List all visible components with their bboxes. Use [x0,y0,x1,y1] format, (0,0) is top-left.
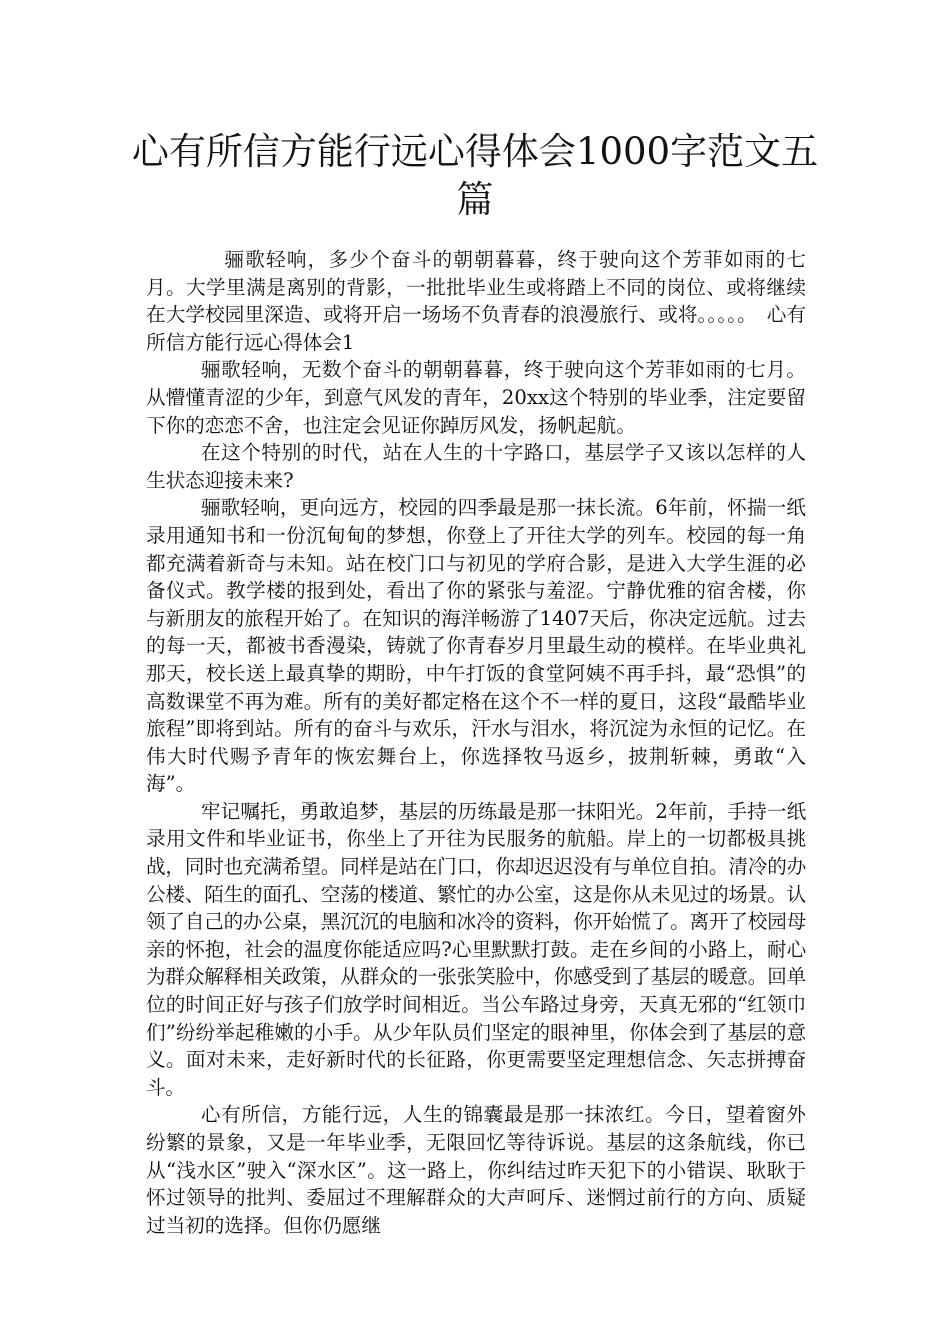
paragraph-2: 骊歌轻响，无数个奋斗的朝朝暮暮，终于驶向这个芳菲如雨的七月。从懵懂青涩的少年，到意气风发的青年，20xx这个特别的毕业季，注定要留下你的恋恋不舍，也注定会见证你踔厉风发，扬帆起航。 [146,358,806,437]
paragraph-4: 骊歌轻响，更向远方，校园的四季最是那一抹长流。6年前，怀揣一纸录用通知书和一份沉甸甸的梦想，你登上了开往大学的列车。校园的每一角都充满着新奇与未知。站在校门口与初见的学府合影，是进入大学生涯的必备仪式。教学楼的报到处，看出了你的紧张与羞涩。宁静优雅的宿舍楼，你与新朋友的旅程开始了。在知识的海洋畅游了1407天后，你决定远航。过去的每一天，都被书香漫染，铸就了你青春岁月里最生动的模样。在毕业典礼那天，校长送上最真挚的期盼，中午打饭的食堂阿姨不再手抖，最“恐惧”的高数课堂不再为难。所有的美好都定格在这个不一样的夏日，这段“最酷毕业旅程”即将到站。所有的奋斗与欢乐，汗水与泪水，将沉淀为永恒的记忆。在伟大时代赐予青年的恢宏舞台上，你选择牧马返乡，披荆斩棘，勇敢“入海”。 [146,496,806,796]
document-body [146,246,806,1239]
paragraph-3: 在这个特别的时代，站在人生的十字路口，基层学子又该以怎样的人生状态迎接未来? [146,441,806,492]
paragraph-5: 牢记嘱托，勇敢追梦，基层的历练最是那一抹阳光。2年前，手持一纸录用文件和毕业证书，你坐上了开往为民服务的航船。岸上的一切都极具挑战，同时也充满希望。同样是站在门口，你却迟迟没有与单位自拍。清冷的办公楼、陌生的面孔、空荡的楼道、繁忙的办公室，这是你从未见过的场景。认领了自己的办公桌，黑沉沉的电脑和冰冷的资料，你开始慌了。离开了校园母亲的怀抱，社会的温度你能适应吗?心里默默打鼓。走在乡间的小路上，耐心为群众解释相关政策，从群众的一张张笑脸中，你感受到了基层的暖意。回单位的时间正好与孩子们放学时间相近。当公车路过身旁，天真无邪的“红领巾们”纷纷举起稚嫩的小手。从少年队员们坚定的眼神里，你体会到了基层的意义。面对未来，走好新时代的长征路，你更需要坚定理想信念、矢志拼搏奋斗。 [146,799,806,1099]
document-title: 心有所信方能行远心得体会1000字范文五篇 [131,130,819,221]
paragraph-6: 心有所信，方能行远，人生的锦囊最是那一抹浓红。今日，望着窗外纷繁的景象，又是一年毕业季，无限回忆等待诉说。基层的这条航线，你已从“浅水区”驶入“深水区”。这一路上，你纠结过昨天犯下的小错误、耿耿于怀过领导的批判、委屈过不理解群众的大声呵斥、迷惘过前行的方向、质疑过当初的选择。但你仍愿继 [146,1103,806,1237]
paragraph-intro: 骊歌轻响，多少个奋斗的朝朝暮暮，终于驶向这个芳菲如雨的七月。大学里满是离别的背影，一批批毕业生或将踏上不同的岗位、或将继续在大学校园里深造、或将开启一场场不负青春的浪漫旅行、或将。。。。。 心有所信方能行远心得体会1 [146,248,806,354]
